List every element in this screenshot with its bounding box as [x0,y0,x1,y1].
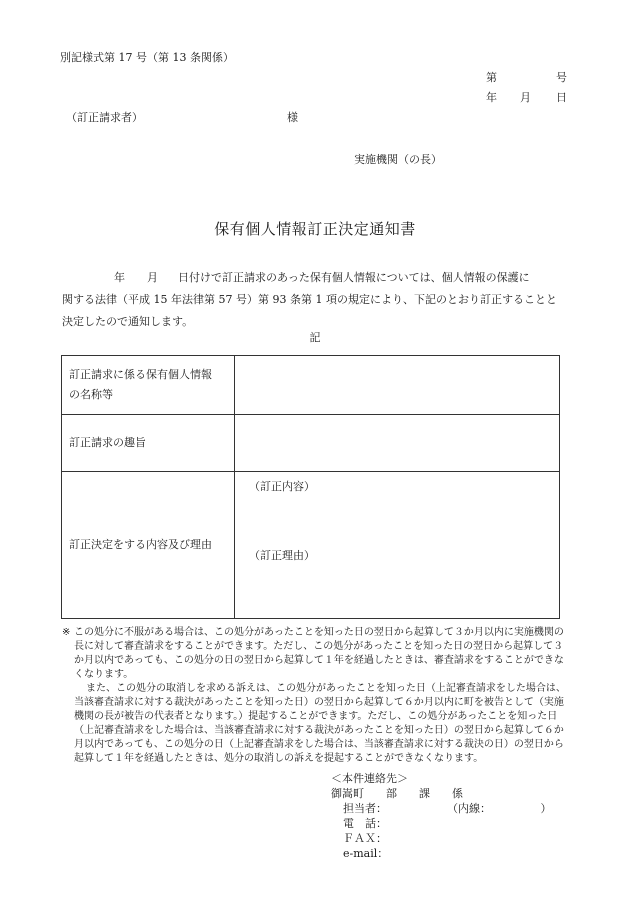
notes [62,626,572,766]
correction-content-label: （訂正内容） [249,480,315,493]
contact-extension-label: （内線： ） [447,802,552,815]
decision-table [61,355,560,619]
note-mark: ※ [62,627,71,638]
note-paragraph-1 [62,626,572,682]
table-row [62,472,560,619]
table-row [62,356,560,415]
body-line-3: 決定したので通知します。 [62,315,194,328]
body-date-month: 月 [147,271,158,284]
recipient-label: （訂正請求者） [66,111,143,124]
body-date-year: 年 [114,271,125,284]
date-day: 日 [556,91,567,104]
contact-department: 御嵩町 部 課 係 [331,787,463,800]
issuer-label: 実施機関（の長） [354,153,442,166]
row1-label-line-b: の名称等 [69,388,113,401]
note-paragraph-2 [62,682,572,766]
contact-person-label: 担当者： [343,802,387,815]
row2-label: 訂正請求の趣旨 [62,415,235,472]
document-number-suffix: 号 [556,71,567,84]
form-number: 別記様式第 17 号（第 13 条関係） [60,51,234,64]
date-year: 年 [486,91,497,104]
table-row [62,415,560,472]
row3-label: 訂正決定をする内容及び理由 [62,472,235,619]
row2-value [235,415,560,472]
row1-value [235,356,560,415]
contact-email-label: e-mail： [343,847,389,860]
body-text [62,267,570,333]
contact-fax-label: ＦＡＸ： [343,832,387,845]
body-line-1 [62,267,570,289]
note-paragraph-1-text: この処分に不服がある場合は、この処分があったことを知った日の翌日から起算して３か月以内に実施機関の長に対して審査請求をすることができます。ただし、この処分があったことを知った日の翌日から起算して３か月以内であっても、この処分の日の翌日から起算して１年を経過したときは、審査請求をすることができなくなります。 [74,627,564,680]
contact-block [331,771,552,861]
honorific: 様 [287,111,298,124]
ki-marker: 記 [309,331,321,344]
contact-heading: ＜本件連絡先＞ [331,772,408,785]
row1-label-line-a: 訂正請求に係る保有個人情報 [69,368,212,381]
correction-reason-label: （訂正理由） [249,549,315,562]
date-month: 月 [520,91,531,104]
contact-person-row [331,801,552,816]
document-title: 保有個人情報訂正決定通知書 [214,220,416,238]
row1-label [62,356,235,415]
body-line-1-text: 日付けで訂正請求のあった保有個人情報については、個人情報の保護に [178,271,530,284]
contact-phone-label: 電 話： [343,817,387,830]
document-number-prefix: 第 [486,71,497,84]
row3-value [235,472,560,619]
note-paragraph-2-text: また、この処分の取消しを求める訴えは、この処分があったことを知った日（上記審査請求をした場合は、当該審査請求に対する裁決があったことを知った日）の翌日から起算して６か月以内に町を被告として（実施機関の長が被告の代表者となります。）提起することができます。ただし、この処分があったことを知った日（上記審査請求をした場合は、当該審査請求に対する裁決があったことを知った日）の翌日から起算して６か月以内であっても、この処分の日（上記審査請求をした場合は、当該審査請求に対する裁決の日）の翌日から起算して１年を経過したときは、処分の取消しの訴えを提起することができなくなります。 [74,683,566,764]
body-line-2: 関する法律（平成 15 年法律第 57 号）第 93 条第 1 項の規定により、下記のとおり訂正することと [62,293,557,306]
